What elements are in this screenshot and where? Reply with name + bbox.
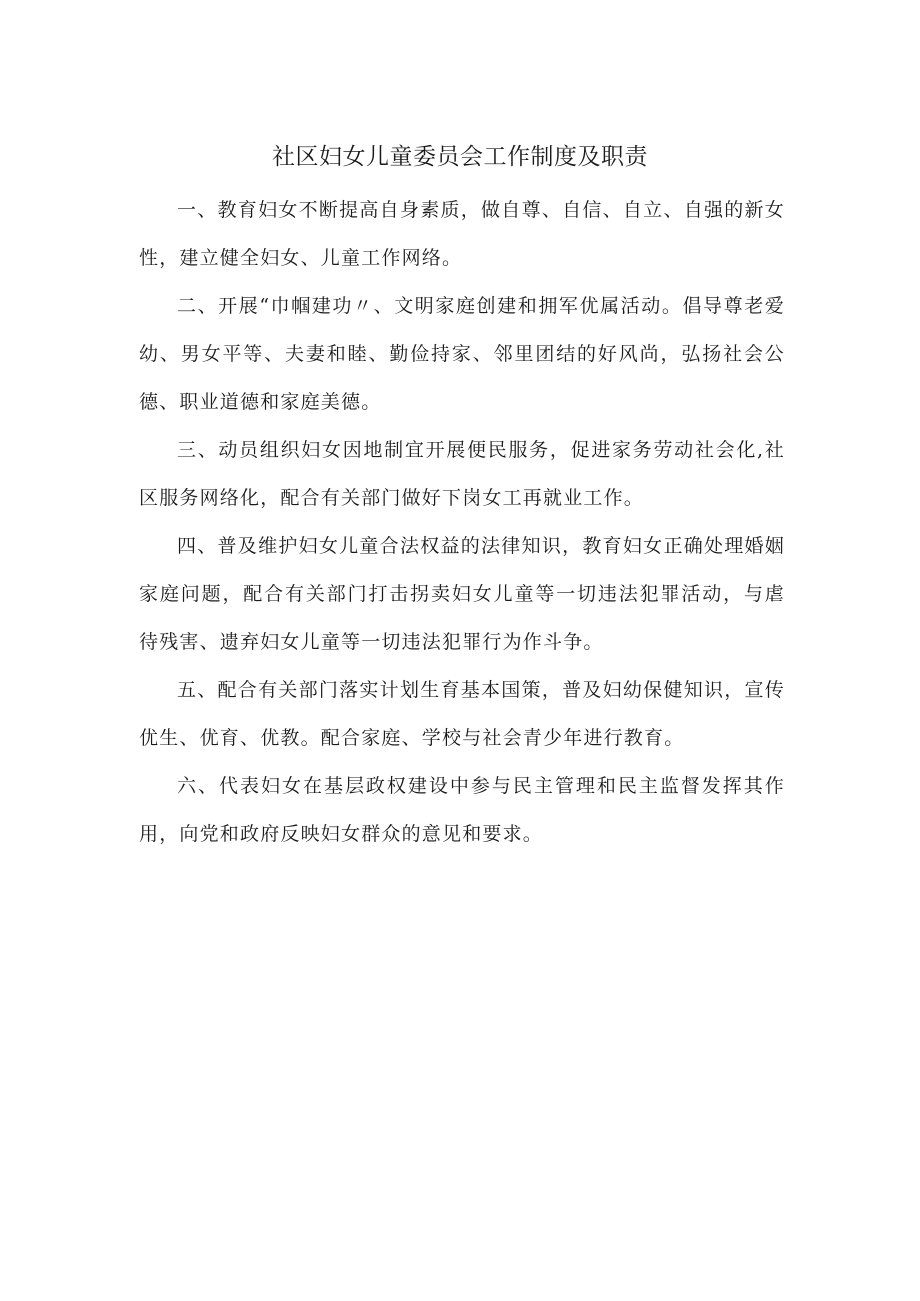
- paragraph-1: 一、教育妇女不断提高自身素质，做自尊、自信、自立、自强的新女性，建立健全妇女、儿童工作网络。: [139, 199, 785, 269]
- document-body: [139, 186, 785, 858]
- paragraph-5: 五、配合有关部门落实计划生育基本国策，普及妇幼保健知识，宣传优生、优育、优教。配合家庭、学校与社会青少年进行教育。: [139, 679, 785, 749]
- paragraph-4: 四、普及维护妇女儿童合法权益的法律知识，教育妇女正确处理婚姻家庭问题，配合有关部门打击拐卖妇女儿童等一切违法犯罪活动，与虐待残害、遗弃妇女儿童等一切违法犯罪行为作斗争。: [139, 535, 785, 653]
- paragraph-2: 二、开展“巾帼建功〃、文明家庭创建和拥军优属活动。倡导尊老爱幼、男女平等、夫妻和睦、勤俭持家、邻里团结的好风尚，弘扬社会公德、职业道德和家庭美德。: [139, 295, 785, 413]
- document-title: 社区妇女儿童委员会工作制度及职责: [272, 144, 648, 170]
- paragraph-6: 六、代表妇女在基层政权建设中参与民主管理和民主监督发挥其作用，向党和政府反映妇女群众的意见和要求。: [139, 775, 785, 845]
- paragraph-3: 三、动员组织妇女因地制宜开展便民服务，促进家务劳动社会化,社区服务网络化，配合有关部门做好下岗女工再就业工作。: [139, 439, 785, 509]
